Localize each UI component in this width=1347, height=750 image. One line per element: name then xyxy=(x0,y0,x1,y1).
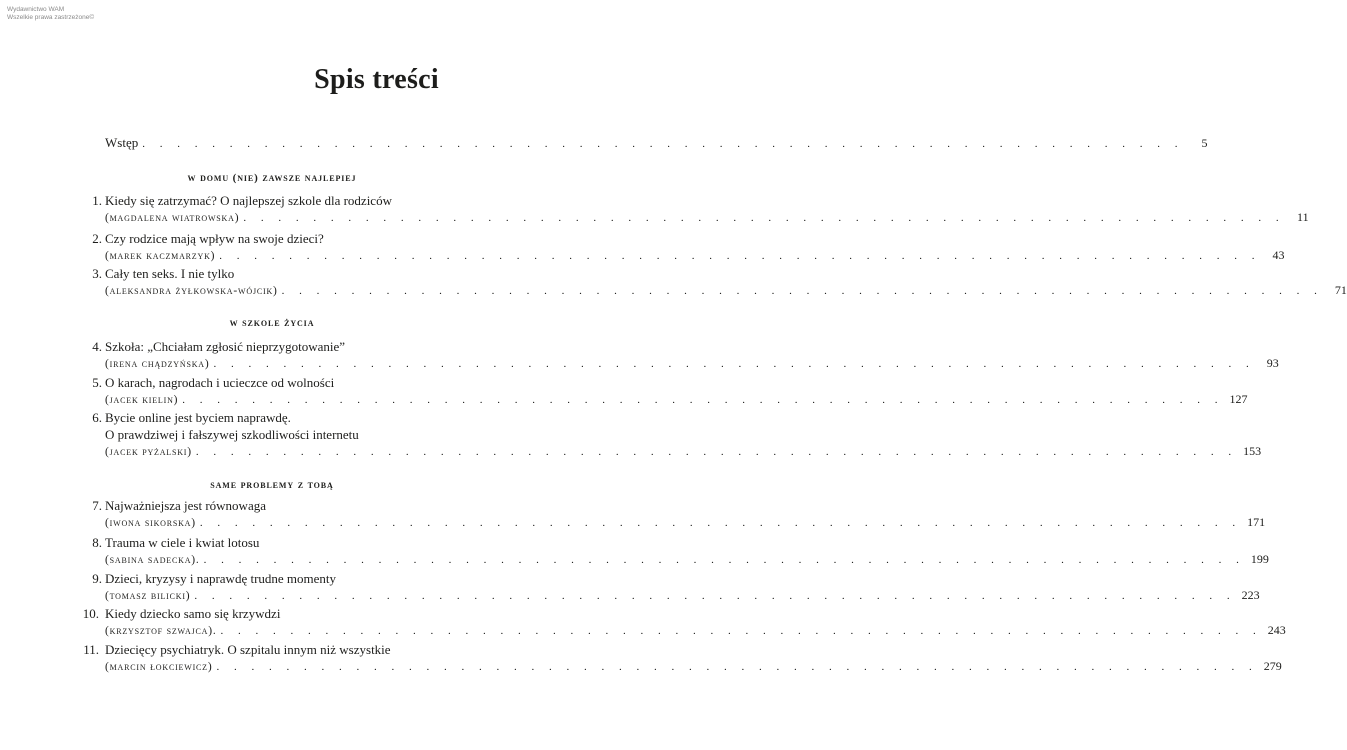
dot-leader: . . . . . . . . . . . . . . . . . . . . . . . . . . . . . . . . . . . . . . . . . . . . . . . . . . . . . . . . . . . . xyxy=(216,661,1258,673)
page-number: 171 xyxy=(1247,515,1266,529)
entry-author: (tomasz bilicki) xyxy=(105,590,191,602)
entry-number: 6. xyxy=(92,410,102,425)
dot-leader: . . . . . . . . . . . . . . . . . . . . . . . . . . . . . . . . . . . . . . . . . . . . . . . . . . . . . . . . . . . . xyxy=(243,212,1285,224)
watermark-rights: Wszelkie prawa zastrzeżone© xyxy=(7,14,95,21)
toc-entry-title[interactable] xyxy=(105,535,439,551)
entry-title: Dziecięcy psychiatryk. O szpitalu innym niż wszystkie xyxy=(105,642,391,657)
dot-leader: . . . . . . . . . . . . . . . . . . . . . . . . . . . . . . . . . . . . . . . . . . . . . . . . . . . . . . . . . . . . xyxy=(182,394,1224,406)
page-number: 199 xyxy=(1250,552,1269,566)
dot-leader: . . . . . . . . . . . . . . . . . . . . . . . . . . . . . . . . . . . . . . . . . . . . . . . . . . . . . . . . . . . . xyxy=(194,590,1236,602)
page-number: 223 xyxy=(1241,588,1260,602)
watermark-publisher: Wydawnictwo WAM xyxy=(7,6,65,13)
entry-number: 9. xyxy=(92,571,102,586)
dot-leader: . . . . . . . . . . . . . . . . . . . . . . . . . . . . . . . . . . . . . . . . . . . . . . . . . . . . . . . . . . . . xyxy=(142,138,1184,150)
page-number: 127 xyxy=(1229,392,1248,406)
entry-number: 8. xyxy=(92,535,102,550)
entry-title: O karach, nagrodach i ucieczce od wolności xyxy=(105,375,335,390)
dot-leader: . . . . . . . . . . . . . . . . . . . . . . . . . . . . . . . . . . . . . . . . . . . . . . . . . . . . . . . . . . . . xyxy=(199,517,1242,529)
toc-entry-author-line[interactable] xyxy=(105,392,1248,408)
toc-entry-title[interactable] xyxy=(105,642,439,658)
page-number: 71 xyxy=(1334,283,1347,297)
toc-entry-title[interactable] xyxy=(105,427,439,443)
entry-title: Kiedy dziecko samo się krzywdzi xyxy=(105,606,281,621)
page-number: 5 xyxy=(1201,136,1208,150)
entry-number: 11. xyxy=(83,642,99,657)
toc-entry-author-line[interactable] xyxy=(105,552,1269,568)
intro-label: Wstęp xyxy=(105,135,139,150)
dot-leader: . . . . . . . . . . . . . . . . . . . . . . . . . . . . . . . . . . . . . . . . . . . . . . . . . . . . . . . . . . . . xyxy=(203,554,1245,566)
toc-entry-author-line[interactable] xyxy=(105,444,1262,460)
dot-leader: . . . . . . . . . . . . . . . . . . . . . . . . . . . . . . . . . . . . . . . . . . . . . . . . . . . . . . . . . . . . xyxy=(220,625,1262,637)
section-heading: w szkole życia xyxy=(229,317,315,329)
toc-entry-title[interactable] xyxy=(105,606,439,622)
entry-number: 4. xyxy=(92,339,102,354)
entry-number: 5. xyxy=(92,375,102,390)
entry-author: (krzysztof szwajca). xyxy=(105,625,217,637)
entry-author: (irena chądzyńska) xyxy=(105,358,210,370)
entry-title: O prawdziwej i fałszywej szkodliwości internetu xyxy=(105,427,359,442)
entry-author: (aleksandra żyłkowska-wójcik) xyxy=(105,285,278,297)
toc-entry-intro[interactable] xyxy=(105,135,1208,151)
section-heading: same problemy z tobą xyxy=(210,479,334,491)
entry-author: (iwona sikorska) xyxy=(105,517,196,529)
entry-author: (jacek kielin) xyxy=(105,394,179,406)
entry-title: Bycie online jest byciem naprawdę. xyxy=(105,410,291,425)
entry-title: Dzieci, kryzysy i naprawdę trudne momenty xyxy=(105,571,337,586)
entry-author: (magdalena wiatrowska) xyxy=(105,212,240,224)
page-number: 243 xyxy=(1267,623,1286,637)
entry-title: Szkoła: „Chciałam zgłosić nieprzygotowanie” xyxy=(105,339,346,354)
entry-number: 1. xyxy=(92,193,102,208)
entry-title: Kiedy się zatrzymać? O najlepszej szkole dla rodziców xyxy=(105,193,392,208)
entry-author: (marek kaczmarzyk) xyxy=(105,250,216,262)
toc-entry-author-line[interactable] xyxy=(105,588,1260,604)
page-number: 93 xyxy=(1266,356,1279,370)
page-number: 279 xyxy=(1263,659,1282,673)
toc-entry-author-line[interactable] xyxy=(105,210,1309,226)
page-number: 11 xyxy=(1297,210,1309,224)
toc-entry-author-line[interactable] xyxy=(105,623,1286,639)
entry-author: (marcin łokciewicz) xyxy=(105,661,213,673)
toc-entry-author-line[interactable] xyxy=(105,515,1266,531)
entry-title: Najważniejsza jest równowaga xyxy=(105,498,266,513)
entry-number: 10. xyxy=(82,606,99,621)
toc-entry-title[interactable] xyxy=(105,231,439,247)
entry-author: (sabina sadecka). xyxy=(105,554,200,566)
toc-entry-title[interactable] xyxy=(105,498,439,514)
entry-title: Trauma w ciele i kwiat lotosu xyxy=(105,535,260,550)
toc-entry-title[interactable] xyxy=(105,339,439,355)
entry-title: Czy rodzice mają wpływ na swoje dzieci? xyxy=(105,231,324,246)
toc-entry-title[interactable] xyxy=(105,375,439,391)
page-number: 153 xyxy=(1243,444,1262,458)
entry-number: 2. xyxy=(92,231,102,246)
toc-entry-author-line[interactable] xyxy=(105,283,1347,299)
dot-leader: . . . . . . . . . . . . . . . . . . . . . . . . . . . . . . . . . . . . . . . . . . . . . . . . . . . . . . . . . . . . xyxy=(213,358,1255,370)
toc-entry-title[interactable] xyxy=(105,410,439,426)
section-heading: w domu (nie) zawsze najlepiej xyxy=(187,172,357,184)
toc-entry-author-line[interactable] xyxy=(105,659,1282,675)
entry-number: 3. xyxy=(92,266,102,281)
toc-entry-title[interactable] xyxy=(105,571,439,587)
dot-leader: . . . . . . . . . . . . . . . . . . . . . . . . . . . . . . . . . . . . . . . . . . . . . . . . . . . . . . . . . . . . xyxy=(195,446,1238,458)
page-number: 43 xyxy=(1272,248,1285,262)
toc-entry-title[interactable] xyxy=(105,266,439,282)
entry-number: 7. xyxy=(92,498,102,513)
dot-leader: . . . . . . . . . . . . . . . . . . . . . . . . . . . . . . . . . . . . . . . . . . . . . . . . . . . . . . . . . . . . xyxy=(281,285,1323,297)
toc-entry-author-line[interactable] xyxy=(105,248,1285,264)
toc-entry-author-line[interactable] xyxy=(105,356,1279,372)
toc-entry-title[interactable] xyxy=(105,193,439,209)
page-title: Spis treści xyxy=(314,64,439,95)
entry-author: (jacek pyżalski) xyxy=(105,446,192,458)
entry-title: Cały ten seks. I nie tylko xyxy=(105,266,235,281)
dot-leader: . . . . . . . . . . . . . . . . . . . . . . . . . . . . . . . . . . . . . . . . . . . . . . . . . . . . . . . . . . . . xyxy=(219,250,1261,262)
